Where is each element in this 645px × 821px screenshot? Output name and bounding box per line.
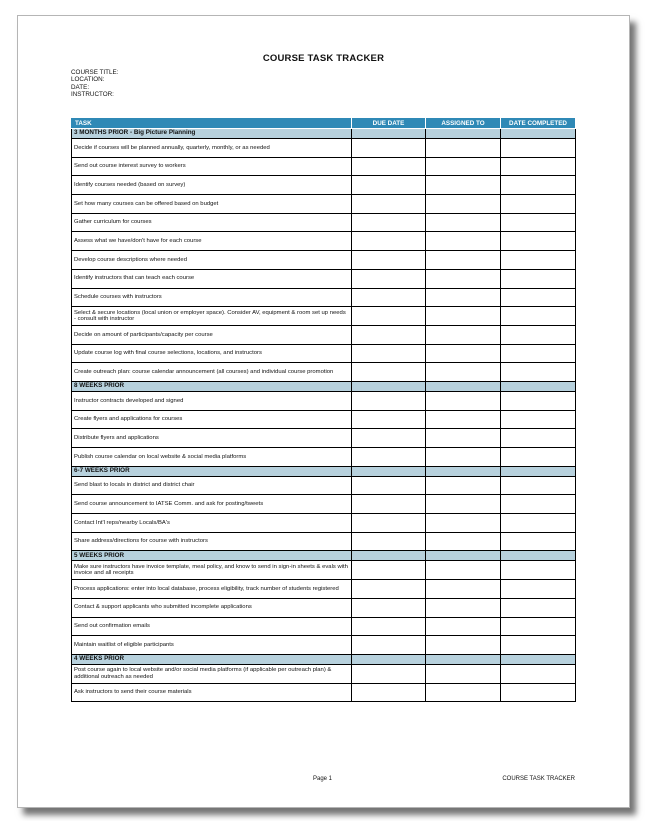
table-row — [72, 139, 576, 158]
due-date-cell[interactable] — [352, 139, 426, 158]
section-header-cell — [501, 381, 576, 391]
date-completed-cell[interactable] — [501, 683, 576, 702]
task-cell: Distribute flyers and applications — [72, 429, 352, 448]
column-header-due-date: DUE DATE — [352, 118, 426, 129]
due-date-cell[interactable] — [352, 213, 426, 232]
table-row — [72, 683, 576, 702]
assigned-to-cell[interactable] — [426, 495, 501, 514]
date-completed-cell[interactable] — [501, 176, 576, 195]
due-date-cell[interactable] — [352, 476, 426, 495]
assigned-to-cell[interactable] — [426, 476, 501, 495]
section-header-row — [72, 129, 576, 139]
course-title-label: COURSE TITLE: — [71, 69, 119, 76]
section-header-row — [72, 551, 576, 561]
task-cell: Make sure instructors have invoice template, meal policy, and know to send in sign-in sheets & evals with invoice and all receipts — [72, 561, 352, 580]
assigned-to-cell[interactable] — [426, 664, 501, 683]
date-completed-cell[interactable] — [501, 157, 576, 176]
section-header-cell — [426, 551, 501, 561]
assigned-to-cell[interactable] — [426, 232, 501, 251]
task-cell: Contact Int'l reps/nearby Locals/BA's — [72, 514, 352, 533]
task-cell: Publish course calendar on local website & social media platforms — [72, 448, 352, 467]
assigned-to-cell[interactable] — [426, 410, 501, 429]
due-date-cell[interactable] — [352, 495, 426, 514]
task-cell: Update course log with final course selections, locations, and instructors — [72, 344, 352, 363]
assigned-to-cell[interactable] — [426, 580, 501, 599]
task-cell: Identify instructors that can teach each course — [72, 269, 352, 288]
section-header-cell — [352, 654, 426, 664]
assigned-to-cell[interactable] — [426, 561, 501, 580]
due-date-cell[interactable] — [352, 664, 426, 683]
section-header-row — [72, 654, 576, 664]
section-heading: 6-7 WEEKS PRIOR — [72, 466, 352, 476]
section-header-cell — [426, 129, 501, 139]
date-completed-cell[interactable] — [501, 532, 576, 551]
instructor-label: INSTRUCTOR: — [71, 90, 114, 98]
task-cell: Assess what we have/don't have for each course — [72, 232, 352, 251]
due-date-cell[interactable] — [352, 683, 426, 702]
date-completed-cell[interactable] — [501, 561, 576, 580]
column-header-assigned-to: ASSIGNED TO — [426, 118, 501, 129]
task-cell: Schedule courses with instructors — [72, 288, 352, 307]
date-completed-cell[interactable] — [501, 232, 576, 251]
table-row — [72, 157, 576, 176]
column-header-task: TASK — [72, 118, 352, 129]
assigned-to-cell[interactable] — [426, 598, 501, 617]
date-completed-cell[interactable] — [501, 344, 576, 363]
table-row — [72, 664, 576, 683]
table-row — [72, 561, 576, 580]
task-cell: Send out course interest survey to workers — [72, 157, 352, 176]
date-completed-cell[interactable] — [501, 617, 576, 636]
table-row — [72, 325, 576, 344]
task-cell: Select & secure locations (local union or employer space). Consider AV, equipment & room set up needs - consult with instructor — [72, 307, 352, 326]
date-completed-cell[interactable] — [501, 325, 576, 344]
task-cell: Create outreach plan: course calendar announcement (all courses) and individual course promotion — [72, 363, 352, 382]
due-date-cell[interactable] — [352, 617, 426, 636]
due-date-cell[interactable] — [352, 429, 426, 448]
due-date-cell[interactable] — [352, 598, 426, 617]
due-date-cell[interactable] — [352, 514, 426, 533]
assigned-to-cell[interactable] — [426, 636, 501, 655]
assigned-to-cell[interactable] — [426, 251, 501, 270]
assigned-to-cell[interactable] — [426, 429, 501, 448]
table-row — [72, 232, 576, 251]
task-cell: Send course announcement to IATSE Comm. and ask for posting/tweets — [72, 495, 352, 514]
section-header-row — [72, 466, 576, 476]
assigned-to-cell[interactable] — [426, 391, 501, 410]
footer-page-number: Page 1 — [313, 776, 333, 782]
date-completed-cell[interactable] — [501, 598, 576, 617]
assigned-to-cell[interactable] — [426, 213, 501, 232]
task-table — [71, 117, 576, 702]
location-label: LOCATION: — [71, 76, 105, 84]
task-cell: Decide if courses will be planned annually, quarterly, monthly, or as needed — [72, 139, 352, 158]
date-completed-cell[interactable] — [501, 429, 576, 448]
table-row — [72, 251, 576, 270]
due-date-cell[interactable] — [352, 636, 426, 655]
task-cell: Set how many courses can be offered based on budget — [72, 195, 352, 214]
table-row — [72, 213, 576, 232]
due-date-cell[interactable] — [352, 410, 426, 429]
table-row — [72, 363, 576, 382]
due-date-cell[interactable] — [352, 391, 426, 410]
course-meta — [71, 69, 118, 98]
table-row — [72, 580, 576, 599]
assigned-to-cell[interactable] — [426, 139, 501, 158]
due-date-cell[interactable] — [352, 176, 426, 195]
assigned-to-cell[interactable] — [426, 514, 501, 533]
task-cell: Process applications: enter into local database, process eligibility, track number of students registered — [72, 580, 352, 599]
task-cell: Create flyers and applications for courses — [72, 410, 352, 429]
section-header-cell — [352, 381, 426, 391]
date-completed-cell[interactable] — [501, 269, 576, 288]
section-header-cell — [501, 654, 576, 664]
due-date-cell[interactable] — [352, 325, 426, 344]
table-row — [72, 269, 576, 288]
table-row — [72, 532, 576, 551]
date-completed-cell[interactable] — [501, 363, 576, 382]
date-completed-cell[interactable] — [501, 664, 576, 683]
task-cell: Identify courses needed (based on survey) — [72, 176, 352, 195]
assigned-to-cell[interactable] — [426, 157, 501, 176]
section-header-cell — [352, 466, 426, 476]
table-row — [72, 195, 576, 214]
task-table-body — [72, 129, 576, 702]
section-header-cell — [501, 129, 576, 139]
task-cell: Instructor contracts developed and signed — [72, 391, 352, 410]
section-heading: 5 WEEKS PRIOR — [72, 551, 352, 561]
table-row — [72, 636, 576, 655]
due-date-cell[interactable] — [352, 288, 426, 307]
due-date-cell[interactable] — [352, 532, 426, 551]
task-cell: Contact & support applicants who submitted incomplete applications — [72, 598, 352, 617]
due-date-cell[interactable] — [352, 363, 426, 382]
date-label: DATE: — [71, 83, 90, 91]
assigned-to-cell[interactable] — [426, 448, 501, 467]
date-completed-cell[interactable] — [501, 514, 576, 533]
assigned-to-cell[interactable] — [426, 683, 501, 702]
table-row — [72, 429, 576, 448]
assigned-to-cell[interactable] — [426, 307, 501, 326]
section-header-cell — [352, 551, 426, 561]
assigned-to-cell[interactable] — [426, 363, 501, 382]
due-date-cell[interactable] — [352, 448, 426, 467]
table-row — [72, 617, 576, 636]
section-header-row — [72, 381, 576, 391]
assigned-to-cell[interactable] — [426, 344, 501, 363]
assigned-to-cell[interactable] — [426, 532, 501, 551]
table-row — [72, 307, 576, 326]
table-row — [72, 176, 576, 195]
task-cell: Develop course descriptions where needed — [72, 251, 352, 270]
date-completed-cell[interactable] — [501, 307, 576, 326]
assigned-to-cell[interactable] — [426, 325, 501, 344]
column-header-date-completed: DATE COMPLETED — [501, 118, 576, 129]
date-completed-cell[interactable] — [501, 213, 576, 232]
due-date-cell[interactable] — [352, 157, 426, 176]
date-completed-cell[interactable] — [501, 391, 576, 410]
table-row — [72, 410, 576, 429]
task-cell: Ask instructors to send their course materials — [72, 683, 352, 702]
section-header-cell — [501, 551, 576, 561]
section-header-cell — [501, 466, 576, 476]
task-cell: Decide on amount of participants/capacity per course — [72, 325, 352, 344]
task-cell: Post course again to local website and/or social media platforms (if applicable per outreach plan) & additional outreach as needed — [72, 664, 352, 683]
table-row — [72, 344, 576, 363]
section-heading: 4 WEEKS PRIOR — [72, 654, 352, 664]
due-date-cell[interactable] — [352, 307, 426, 326]
date-completed-cell[interactable] — [501, 139, 576, 158]
section-header-cell — [426, 381, 501, 391]
table-row — [72, 598, 576, 617]
section-header-cell — [426, 466, 501, 476]
table-row — [72, 514, 576, 533]
table-row — [72, 288, 576, 307]
section-heading: 3 MONTHS PRIOR - Big Picture Planning — [72, 129, 352, 139]
table-row — [72, 476, 576, 495]
page-title: COURSE TASK TRACKER — [262, 53, 385, 64]
table-row — [72, 495, 576, 514]
date-completed-cell[interactable] — [501, 476, 576, 495]
due-date-cell[interactable] — [352, 232, 426, 251]
task-cell: Send blast to locals in district and district chair — [72, 476, 352, 495]
task-cell: Maintain waitlist of eligible participants — [72, 636, 352, 655]
due-date-cell[interactable] — [352, 561, 426, 580]
date-completed-cell[interactable] — [501, 251, 576, 270]
table-header-row — [72, 118, 576, 129]
document-page — [17, 15, 630, 808]
assigned-to-cell[interactable] — [426, 176, 501, 195]
table-row — [72, 448, 576, 467]
task-cell: Share address/directions for course with instructors — [72, 532, 352, 551]
date-completed-cell[interactable] — [501, 448, 576, 467]
date-completed-cell[interactable] — [501, 580, 576, 599]
assigned-to-cell[interactable] — [426, 617, 501, 636]
due-date-cell[interactable] — [352, 269, 426, 288]
assigned-to-cell[interactable] — [426, 269, 501, 288]
task-cell: Send out confirmation emails — [72, 617, 352, 636]
date-completed-cell[interactable] — [501, 636, 576, 655]
date-completed-cell[interactable] — [501, 195, 576, 214]
due-date-cell[interactable] — [352, 251, 426, 270]
section-header-cell — [426, 654, 501, 664]
section-heading: 8 WEEKS PRIOR — [72, 381, 352, 391]
date-completed-cell[interactable] — [501, 288, 576, 307]
assigned-to-cell[interactable] — [426, 195, 501, 214]
table-row — [72, 391, 576, 410]
date-completed-cell[interactable] — [501, 410, 576, 429]
task-cell: Gather curriculum for courses — [72, 213, 352, 232]
footer-title: COURSE TASK TRACKER — [502, 776, 575, 782]
due-date-cell[interactable] — [352, 195, 426, 214]
date-completed-cell[interactable] — [501, 495, 576, 514]
section-header-cell — [352, 129, 426, 139]
due-date-cell[interactable] — [352, 580, 426, 599]
due-date-cell[interactable] — [352, 344, 426, 363]
assigned-to-cell[interactable] — [426, 288, 501, 307]
